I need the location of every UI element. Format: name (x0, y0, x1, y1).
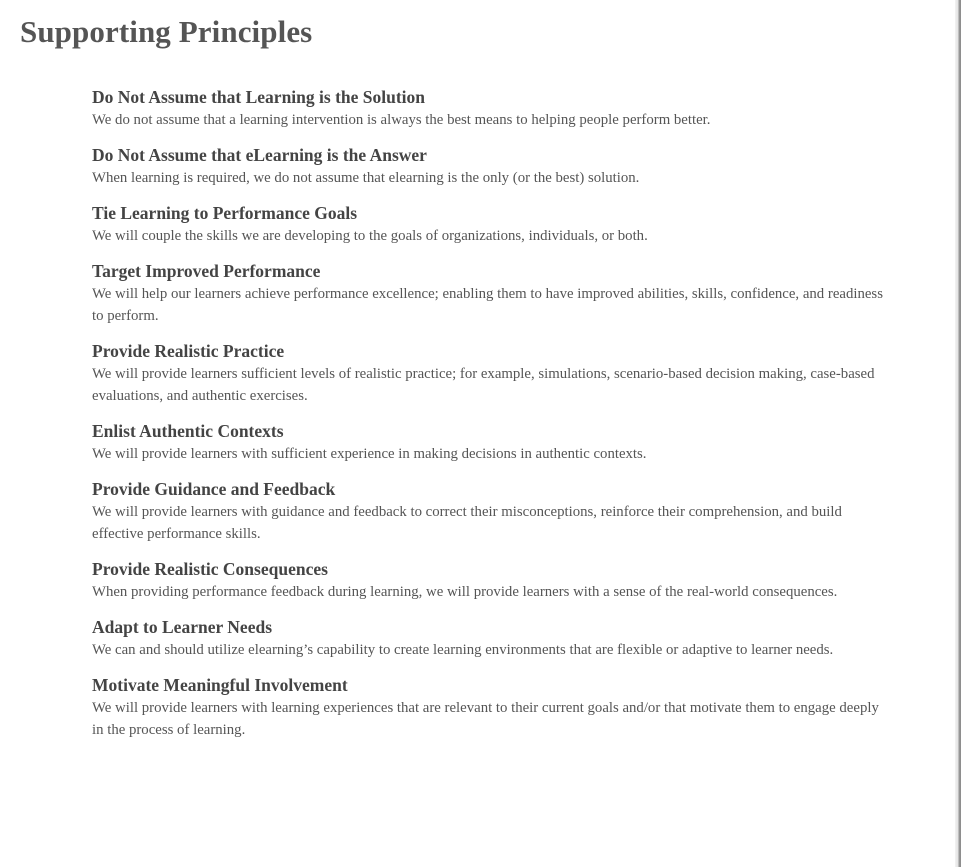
principle-title: Provide Realistic Practice (92, 341, 285, 361)
principle-item (92, 202, 892, 247)
principle-title: Provide Guidance and Feedback (92, 479, 336, 499)
principle-item (92, 144, 892, 189)
principle-item (92, 558, 892, 603)
principle-title: Do Not Assume that eLearning is the Answer (92, 145, 427, 165)
window-right-border (955, 0, 961, 867)
principle-description: When learning is required, we do not assume that elearning is the only (or the best) solution. (92, 170, 640, 186)
principle-item (92, 674, 892, 741)
principle-title: Adapt to Learner Needs (92, 617, 273, 637)
principle-description: We do not assume that a learning intervention is always the best means to helping people perform better. (92, 112, 711, 128)
principle-title: Enlist Authentic Contexts (92, 421, 284, 441)
principle-title: Do Not Assume that Learning is the Solution (92, 87, 426, 107)
principles-list (92, 86, 892, 754)
principle-item (92, 86, 892, 131)
principle-description: We will provide learners with guidance and feedback to correct their misconceptions, reinforce their comprehension, and build effective performance skills. (92, 504, 842, 542)
principle-description: We will couple the skills we are developing to the goals of organizations, individuals, or both. (92, 228, 648, 244)
principle-description: We will provide learners with learning experiences that are relevant to their current goals and/or that motivate them to engage deeply in the process of learning. (92, 700, 879, 738)
page-title: Supporting Principles (20, 14, 313, 49)
principle-item (92, 616, 892, 661)
principle-title: Provide Realistic Consequences (92, 559, 328, 579)
principle-description: When providing performance feedback during learning, we will provide learners with a sense of the real-world consequences. (92, 584, 838, 600)
principle-title: Motivate Meaningful Involvement (92, 675, 348, 695)
principle-title: Target Improved Performance (92, 261, 321, 281)
principle-description: We will provide learners sufficient levels of realistic practice; for example, simulations, scenario-based decision making, case-based evaluations, and authentic exercises. (92, 366, 875, 404)
principle-item (92, 340, 892, 407)
principle-description: We will help our learners achieve performance excellence; enabling them to have improved abilities, skills, confidence, and readiness to perform. (92, 286, 883, 324)
principle-description: We will provide learners with sufficient experience in making decisions in authentic contexts. (92, 446, 647, 462)
principle-item (92, 478, 892, 545)
principle-description: We can and should utilize elearning’s capability to create learning environments that are flexible or adaptive to learner needs. (92, 642, 834, 658)
principle-title: Tie Learning to Performance Goals (92, 203, 358, 223)
principle-item (92, 260, 892, 327)
principle-item (92, 420, 892, 465)
